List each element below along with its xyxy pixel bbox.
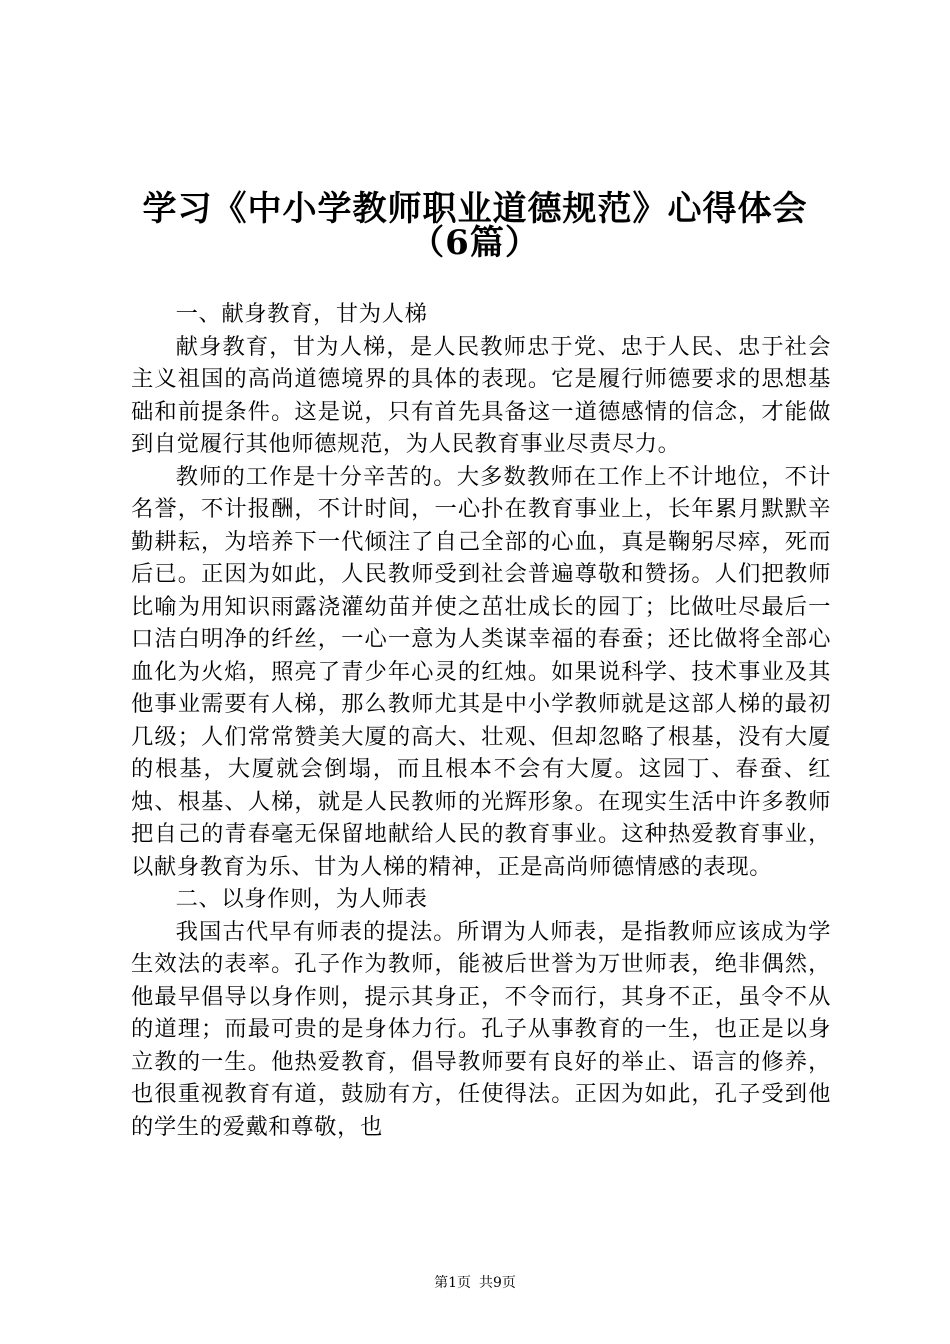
page-footer [0, 1273, 950, 1293]
document-title-line-2: （6篇） [410, 223, 540, 263]
section-heading-1: 一、献身教育，甘为人梯 [175, 301, 428, 327]
body-paragraph: 教师的工作是十分辛苦的。大多数教师在工作上不计地位，不计名誉，不计报酬，不计时间，一心扑在教育事业上，长年累月默默辛勤耕耘，为培养下一代倾注了自己全部的心血，真是鞠躬尽瘁，死而后已。正因为如此，人民教师受到社会普遍尊敬和赞扬。人们把教师比喻为用知识雨露浇灌幼苗并使之茁壮成长的园丁；比做吐尽最后一口洁白明净的纤丝，一心一意为人类谋幸福的春蚕；还比做将全部心血化为火焰，照亮了青少年心灵的红烛。如果说科学、技术事业及其他事业需要有人梯，那么教师尤其是中小学教师就是这部人梯的最初几级；人们常常赞美大厦的高大、壮观、但却忽略了根基，没有大厦的根基，大厦就会倒塌，而且根本不会有大厦。这园丁、春蚕、红烛、根基、人梯，就是人民教师的光辉形象。在现实生活中许多教师把自己的青春毫无保留地献给人民的教育事业。这种热爱教育事业，以献身教育为乐、甘为人梯的精神，正是高尚师德情感的表现。 [131, 463, 831, 880]
body-paragraph: 我国古代早有师表的提法。所谓为人师表，是指教师应该成为学生效法的表率。孔子作为教师，能被后世誉为万世师表，绝非偶然，他最早倡导以身作则，提示其身正，不令而行，其身不正，虽令不从的道理；而最可贵的是身体力行。孔子从事教育的一生，也正是以身立教的一生。他热爱教育，倡导教师要有良好的举止、语言的修养，也很重视教育有道，鼓励有方，任使得法。正因为如此，孔子受到他的学生的爱戴和尊敬，也 [131, 918, 831, 1140]
body-paragraph: 献身教育，甘为人梯，是人民教师忠于党、忠于人民、忠于社会主义祖国的高尚道德境界的具体的表现。它是履行师德要求的思想基础和前提条件。这是说，只有首先具备这一道德感情的信念，才能做到自觉履行其他师德规范，为人民教育事业尽责尽力。 [131, 333, 831, 457]
page-number: 第1页 [434, 1275, 471, 1291]
document-title-line-1: 学习《中小学教师职业道德规范》心得体会 [142, 189, 808, 229]
document-body [131, 298, 831, 1143]
page-total: 共9页 [479, 1275, 516, 1291]
section-heading-2: 二、以身作则，为人师表 [175, 886, 428, 912]
